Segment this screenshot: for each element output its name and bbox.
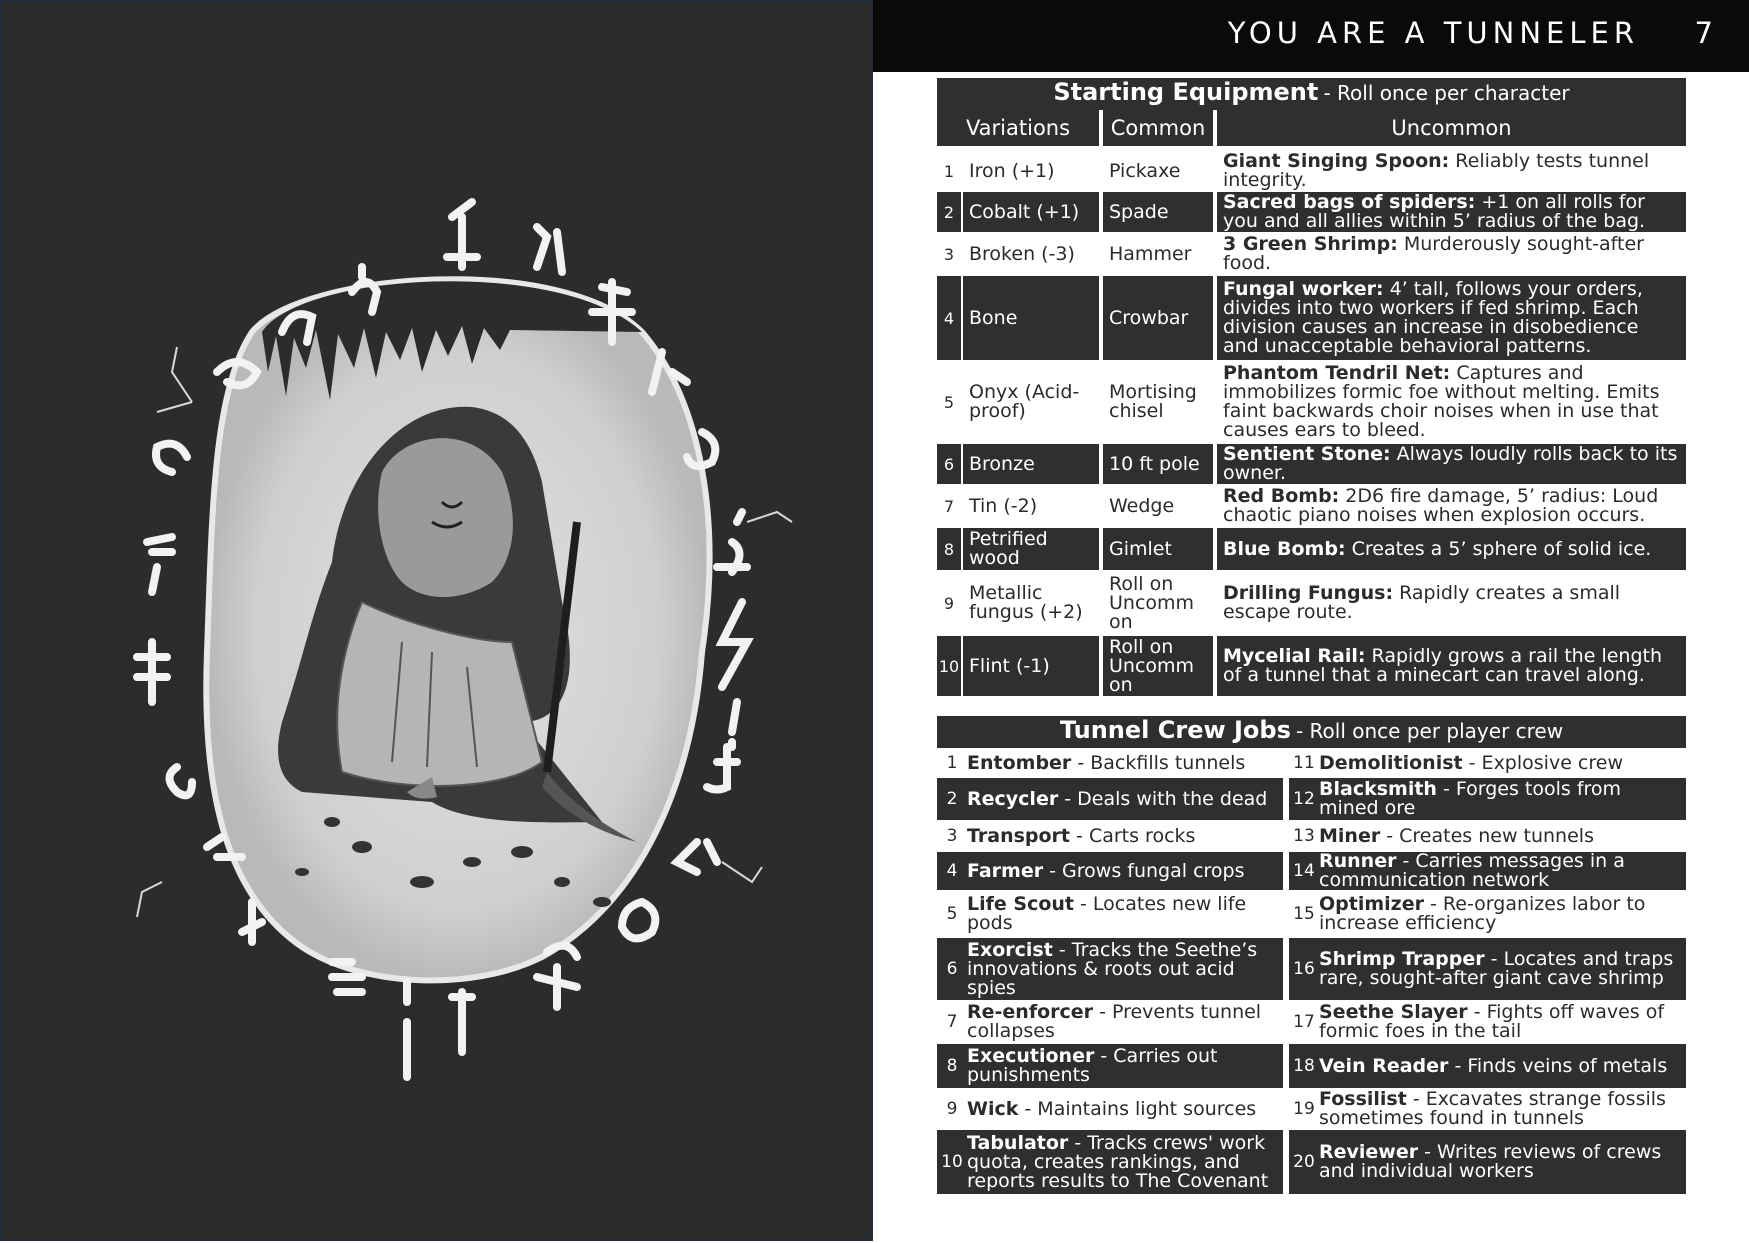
job-number: 13 bbox=[1293, 825, 1315, 846]
job-number: 5 bbox=[946, 903, 958, 924]
equipment-variation: Cobalt (+1) bbox=[963, 192, 1099, 232]
job-name: Life Scout bbox=[967, 893, 1074, 915]
equipment-variation: Flint (-1) bbox=[963, 636, 1099, 696]
equipment-uncommon-name: Giant Singing Spoon: bbox=[1223, 152, 1450, 172]
header-common: Common bbox=[1103, 110, 1213, 146]
equipment-variation: Iron (+1) bbox=[969, 159, 1055, 182]
job-description: - Carries out punishments bbox=[967, 1045, 1218, 1086]
equipment-uncommon bbox=[1217, 276, 1686, 360]
job-row bbox=[1289, 1090, 1686, 1128]
equipment-uncommon-desc: +1 on all rolls for you and all allies within 5’ radius of the bag. bbox=[1223, 192, 1646, 232]
equipment-row-number: 3 bbox=[943, 244, 955, 264]
job-description: - Writes reviews of crews and individual workers bbox=[1319, 1141, 1662, 1182]
equipment-row-number: 7 bbox=[943, 496, 955, 516]
equipment-title-bar bbox=[937, 78, 1686, 110]
job-name: Reviewer bbox=[1319, 1141, 1419, 1163]
job-row bbox=[937, 1044, 1283, 1088]
equipment-uncommon-name: Phantom Tendril Net: bbox=[1223, 362, 1451, 384]
job-description: - Explosive crew bbox=[1462, 751, 1623, 774]
job-name: Farmer bbox=[967, 859, 1044, 882]
equipment-uncommon bbox=[1217, 192, 1686, 232]
job-description: - Carts rocks bbox=[1070, 824, 1196, 847]
equipment-row-number: 8 bbox=[937, 528, 961, 570]
job-name: Entomber bbox=[967, 751, 1072, 774]
job-row bbox=[937, 938, 1283, 1000]
job-description: - Finds veins of metals bbox=[1448, 1054, 1668, 1077]
job-number: 20 bbox=[1293, 1151, 1315, 1172]
job-number: 10 bbox=[941, 1151, 963, 1172]
equipment-subtitle: - Roll once per character bbox=[1323, 81, 1570, 105]
job-row bbox=[1289, 892, 1686, 936]
equipment-common: Gimlet bbox=[1103, 528, 1213, 570]
job-number: 15 bbox=[1293, 903, 1315, 924]
equipment-uncommon-desc: 2D6 fire damage, 5’ radius: Loud chaotic piano noises when explosion occurs. bbox=[1223, 486, 1659, 526]
equipment-uncommon-name: Mycelial Rail: bbox=[1223, 645, 1366, 667]
job-description: - Locates and traps rare, sought-after giant cave shrimp bbox=[1319, 948, 1674, 989]
job-name: Miner bbox=[1319, 824, 1381, 847]
equipment-common: 10 ft pole bbox=[1103, 444, 1213, 484]
equipment-uncommon bbox=[1217, 234, 1686, 274]
job-description: - Re-organizes labor to increase efficiency bbox=[1319, 893, 1646, 934]
equipment-uncommon bbox=[1217, 486, 1686, 526]
job-number: 9 bbox=[946, 1098, 958, 1119]
equipment-variation: Tin (-2) bbox=[969, 494, 1038, 517]
equipment-variation: Bronze bbox=[963, 444, 1099, 484]
job-row bbox=[937, 892, 1283, 936]
equipment-common: Roll on Uncomm on bbox=[1109, 572, 1195, 633]
job-description: - Tracks crews' work quota, creates rankings, and reports results to The Covenant bbox=[967, 1131, 1269, 1192]
jobs-title: Tunnel Crew Jobs bbox=[1059, 716, 1291, 744]
job-number: 12 bbox=[1293, 788, 1315, 809]
job-row bbox=[937, 1090, 1283, 1128]
job-row bbox=[937, 1002, 1283, 1042]
equipment-uncommon-name: Red Bomb: bbox=[1223, 486, 1340, 507]
equipment-variation: Bone bbox=[963, 276, 1099, 360]
job-number: 16 bbox=[1293, 958, 1315, 979]
job-number: 6 bbox=[946, 958, 958, 979]
equipment-uncommon-desc: Murderously sought-after food. bbox=[1223, 234, 1644, 274]
equipment-common: Wedge bbox=[1109, 494, 1175, 517]
job-name: Re-enforcer bbox=[967, 1001, 1094, 1023]
jobs-subtitle: - Roll once per player crew bbox=[1295, 719, 1564, 743]
equipment-common: Crowbar bbox=[1103, 276, 1213, 360]
job-description: - Locates new life pods bbox=[967, 893, 1247, 934]
page-header bbox=[873, 0, 1749, 72]
equipment-row-number: 1 bbox=[943, 161, 955, 181]
equipment-variation: Onyx (Acid-proof) bbox=[969, 381, 1080, 422]
equipment-row-number: 4 bbox=[937, 276, 961, 360]
job-description: - Fights off waves of formic foes in the tail bbox=[1319, 1001, 1665, 1042]
job-row bbox=[1289, 750, 1686, 776]
equipment-common: Pickaxe bbox=[1109, 159, 1181, 182]
equipment-row-number: 10 bbox=[937, 636, 961, 696]
job-description: - Prevents tunnel collapses bbox=[967, 1001, 1262, 1042]
equipment-uncommon bbox=[1217, 528, 1686, 570]
job-name: Executioner bbox=[967, 1045, 1095, 1067]
equipment-common: Hammer bbox=[1109, 242, 1192, 265]
job-row bbox=[1289, 1130, 1686, 1194]
job-description: - Grows fungal crops bbox=[1043, 859, 1245, 882]
job-description: - Tracks the Seethe’s innovations & roots out acid spies bbox=[967, 938, 1258, 999]
job-name: Demolitionist bbox=[1319, 751, 1463, 774]
page-number: 7 bbox=[1694, 16, 1713, 50]
equipment-uncommon-name: Sentient Stone: bbox=[1223, 444, 1391, 465]
job-name: Shrimp Trapper bbox=[1319, 948, 1485, 970]
equipment-uncommon-desc: Creates a 5’ sphere of solid ice. bbox=[1345, 537, 1652, 560]
illustration-page bbox=[0, 0, 873, 1241]
job-row bbox=[1289, 778, 1686, 820]
job-number: 2 bbox=[946, 788, 958, 809]
job-number: 17 bbox=[1293, 1011, 1315, 1032]
equipment-uncommon bbox=[1217, 572, 1686, 634]
job-number: 8 bbox=[946, 1055, 958, 1076]
job-row bbox=[937, 750, 1283, 776]
job-name: Blacksmith bbox=[1319, 778, 1437, 800]
equipment-common: Mortising chisel bbox=[1109, 381, 1197, 422]
equipment-uncommon-name: Blue Bomb: bbox=[1223, 537, 1346, 560]
job-row bbox=[1289, 822, 1686, 850]
job-row bbox=[937, 1130, 1283, 1194]
content-page bbox=[873, 0, 1749, 1241]
job-name: Vein Reader bbox=[1319, 1054, 1449, 1077]
equipment-uncommon bbox=[1217, 152, 1686, 190]
job-number: 19 bbox=[1293, 1098, 1315, 1119]
job-row bbox=[1289, 1044, 1686, 1088]
page-title: YOU ARE A TUNNELER bbox=[1227, 16, 1639, 50]
header-variations: Variations bbox=[937, 110, 1099, 146]
equipment-variation: Broken (-3) bbox=[969, 242, 1075, 265]
job-description: - Carries messages in a communication network bbox=[1319, 850, 1625, 891]
job-row bbox=[937, 852, 1283, 890]
equipment-uncommon-desc: Captures and immobilizes formic foe without melting. Emits faint backwards choir noises when in use that causes ears to bleed. bbox=[1223, 362, 1660, 441]
job-number: 1 bbox=[946, 752, 958, 773]
job-name: Optimizer bbox=[1319, 893, 1424, 915]
equipment-uncommon-desc: Reliably tests tunnel integrity. bbox=[1223, 152, 1650, 190]
tunneler-illustration bbox=[2, 2, 875, 1243]
equipment-row-number: 5 bbox=[943, 392, 955, 412]
job-description: - Deals with the dead bbox=[1058, 787, 1268, 810]
equipment-common: Roll on Uncomm on bbox=[1103, 636, 1213, 696]
equipment-uncommon-name: Fungal worker: bbox=[1223, 278, 1384, 300]
equipment-uncommon-name: Drilling Fungus: bbox=[1223, 582, 1394, 604]
equipment-uncommon-desc: Rapidly creates a small escape route. bbox=[1223, 582, 1621, 623]
job-name: Seethe Slayer bbox=[1319, 1001, 1468, 1023]
job-name: Wick bbox=[967, 1097, 1019, 1120]
job-description: - Backfills tunnels bbox=[1071, 751, 1246, 774]
equipment-common: Spade bbox=[1103, 192, 1213, 232]
job-description: - Excavates strange fossils sometimes found in tunnels bbox=[1319, 1088, 1666, 1129]
equipment-uncommon bbox=[1217, 362, 1686, 442]
equipment-uncommon-desc: Always loudly rolls back to its owner. bbox=[1223, 444, 1678, 484]
equipment-uncommon bbox=[1217, 636, 1686, 696]
equipment-row-number: 6 bbox=[937, 444, 961, 484]
job-description: - Forges tools from mined ore bbox=[1319, 778, 1622, 819]
job-description: - Creates new tunnels bbox=[1380, 824, 1594, 847]
job-number: 7 bbox=[946, 1011, 958, 1032]
job-number: 14 bbox=[1293, 860, 1315, 881]
equipment-uncommon-desc: Rapidly grows a rail the length of a tunnel that a minecart can travel along. bbox=[1223, 645, 1663, 686]
job-row bbox=[1289, 938, 1686, 1000]
equipment-uncommon bbox=[1217, 444, 1686, 484]
job-number: 4 bbox=[946, 860, 958, 881]
equipment-variation: Metallic fungus (+2) bbox=[969, 582, 1083, 623]
job-name: Fossilist bbox=[1319, 1088, 1407, 1110]
job-row bbox=[1289, 852, 1686, 890]
job-number: 11 bbox=[1293, 752, 1315, 773]
equipment-row-number: 9 bbox=[943, 593, 955, 613]
equipment-variation: Petrified wood bbox=[963, 528, 1099, 570]
header-uncommon: Uncommon bbox=[1217, 110, 1686, 146]
job-name: Exorcist bbox=[967, 938, 1053, 961]
jobs-title-bar bbox=[937, 716, 1686, 748]
equipment-row-number: 2 bbox=[937, 192, 961, 232]
job-name: Recycler bbox=[967, 787, 1059, 810]
equipment-title: Starting Equipment bbox=[1053, 78, 1319, 106]
job-name: Transport bbox=[967, 824, 1071, 847]
equipment-uncommon-desc: 4’ tall, follows your orders, divides into two workers if fed shrimp. Each division causes an increase in disobedience and unacceptable behavioral patterns. bbox=[1223, 278, 1643, 357]
equipment-uncommon-name: Sacred bags of spiders: bbox=[1223, 192, 1476, 213]
job-row bbox=[1289, 1002, 1686, 1042]
job-row bbox=[937, 778, 1283, 820]
job-name: Runner bbox=[1319, 850, 1397, 872]
job-name: Tabulator bbox=[967, 1131, 1069, 1154]
equipment-uncommon-name: 3 Green Shrimp: bbox=[1223, 234, 1398, 255]
job-number: 3 bbox=[946, 825, 958, 846]
job-number: 18 bbox=[1293, 1055, 1315, 1076]
job-row bbox=[937, 822, 1283, 850]
job-description: - Maintains light sources bbox=[1018, 1097, 1257, 1120]
